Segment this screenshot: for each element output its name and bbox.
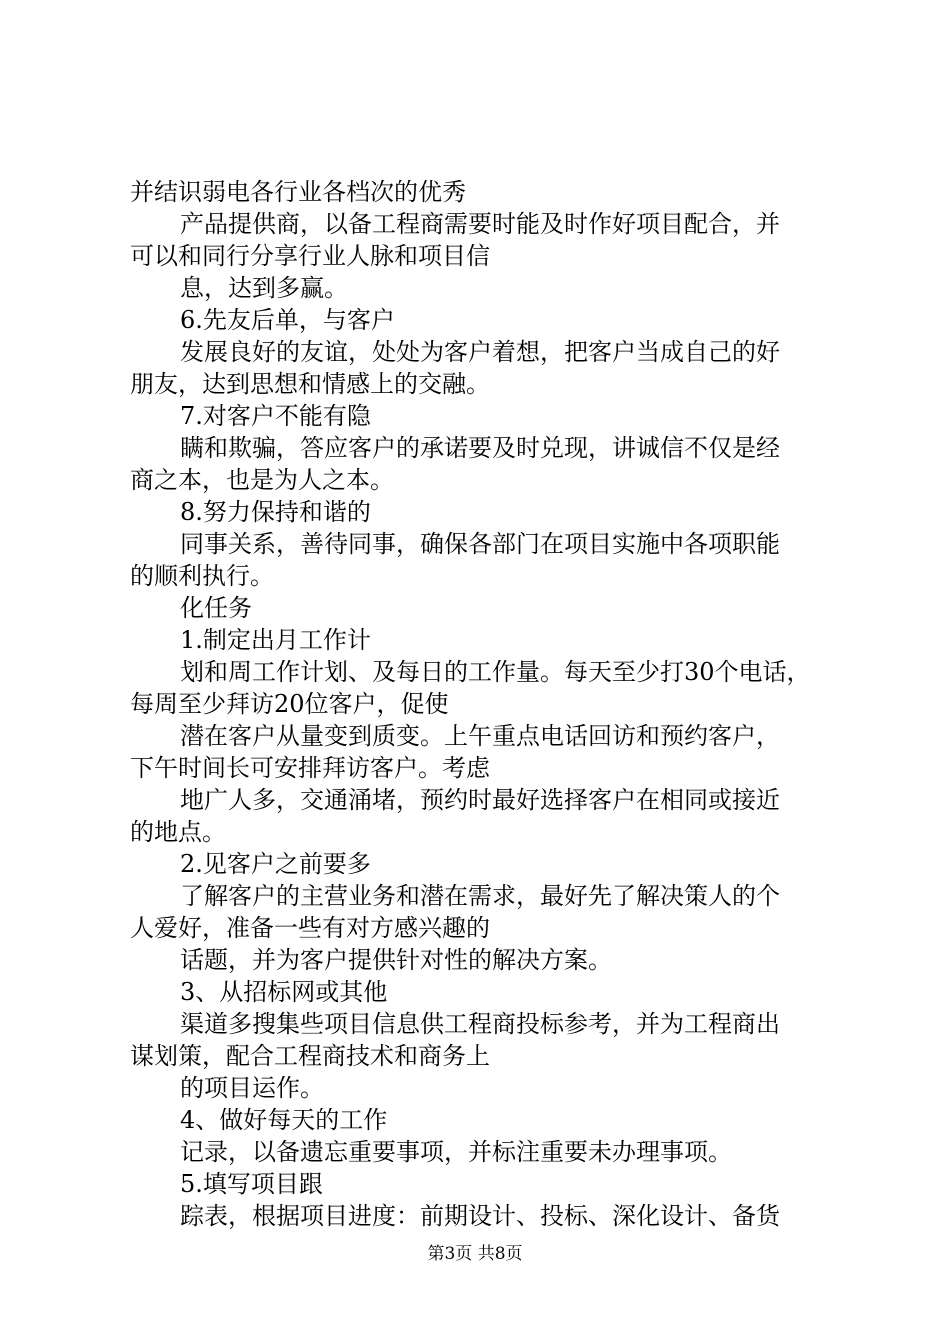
text-line: 下午时间长可安排拜访客户。考虑: [130, 754, 490, 782]
text-line: 并结识弱电各行业各档次的优秀: [130, 178, 466, 206]
text-line: 3、从招标网或其他: [180, 978, 388, 1006]
text-line: 朋友，达到思想和情感上的交融。: [130, 370, 490, 398]
text-line: 7.对客户不能有隐: [180, 402, 371, 430]
text-line: 划和周工作计划、及每日的工作量。每天至少打30个电话，: [180, 658, 811, 686]
text-line: 了解客户的主营业务和潜在需求，最好先了解决策人的个: [180, 882, 780, 910]
text-line: 商之本，也是为人之本。: [130, 466, 394, 494]
text-line: 同事关系，善待同事，确保各部门在项目实施中各项职能: [180, 530, 780, 558]
text-line: 4、做好每天的工作: [180, 1106, 388, 1134]
text-line: 发展良好的友谊，处处为客户着想，把客户当成自己的好: [180, 338, 780, 366]
text-line: 1.制定出月工作计: [180, 626, 371, 654]
text-line: 的项目运作。: [180, 1074, 324, 1102]
text-line: 地广人多，交通涌堵，预约时最好选择客户在相同或接近: [180, 786, 780, 814]
document-body: [130, 176, 835, 1232]
text-line: 每周至少拜访20位客户，促使: [130, 690, 449, 718]
text-line: 人爱好，准备一些有对方感兴趣的: [130, 914, 490, 942]
text-line: 化任务: [180, 594, 252, 622]
text-line: 谋划策，配合工程商技术和商务上: [130, 1042, 490, 1070]
text-line: 6.先友后单，与客户: [180, 306, 395, 334]
text-line: 的顺利执行。: [130, 562, 274, 590]
text-line: 息，达到多赢。: [180, 274, 348, 302]
text-line: 踪表，根据项目进度：前期设计、投标、深化设计、备货: [180, 1202, 780, 1230]
text-line: 记录，以备遗忘重要事项，并标注重要未办理事项。: [180, 1138, 732, 1166]
text-line: 2.见客户之前要多: [180, 850, 371, 878]
text-line: 5.填写项目跟: [180, 1170, 323, 1198]
text-line: 渠道多搜集些项目信息供工程商投标参考，并为工程商出: [180, 1010, 780, 1038]
text-line: 8.努力保持和谐的: [180, 498, 371, 526]
text-line: 的地点。: [130, 818, 226, 846]
text-line: 话题，并为客户提供针对性的解决方案。: [180, 946, 612, 974]
text-line: 瞒和欺骗，答应客户的承诺要及时兑现，讲诚信不仅是经: [180, 434, 780, 462]
page-footer: 第3页 共8页: [427, 1244, 523, 1264]
text-line: 产品提供商，以备工程商需要时能及时作好项目配合，并: [180, 210, 780, 238]
text-line: 可以和同行分享行业人脉和项目信: [130, 242, 490, 270]
text-line: 潜在客户从量变到质变。上午重点电话回访和预约客户，: [180, 722, 780, 750]
